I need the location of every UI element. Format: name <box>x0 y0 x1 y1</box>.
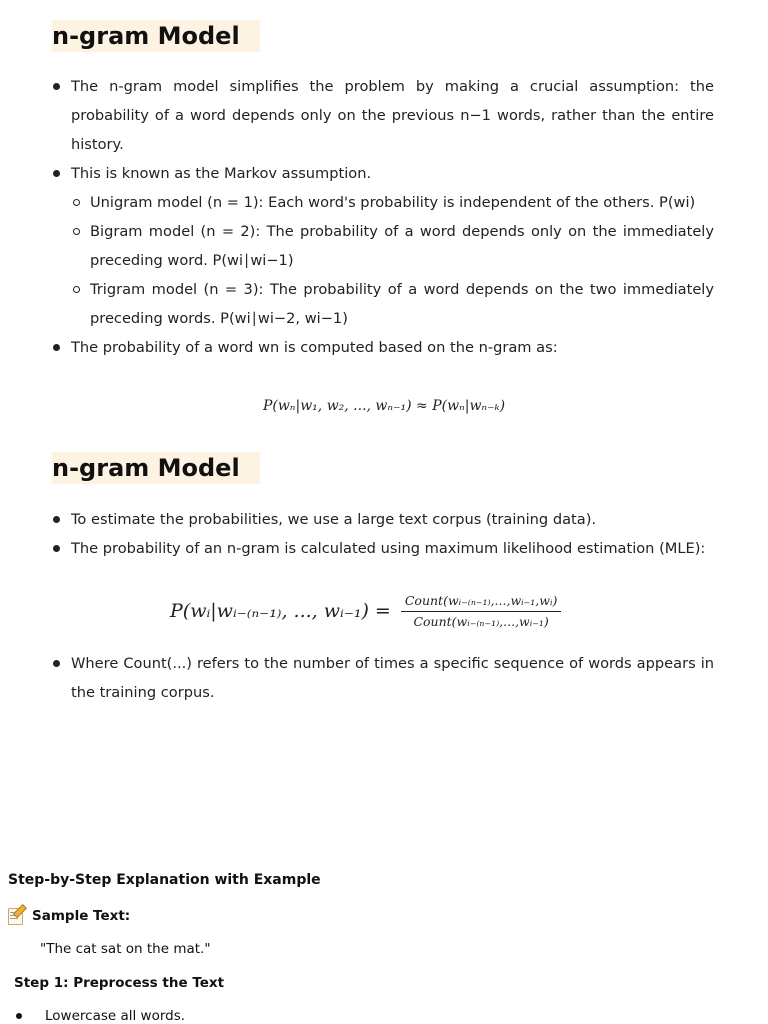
mle-formula-lhs: P(wᵢ|wᵢ₋₍ₙ₋₁₎, ..., wᵢ₋₁) = <box>170 600 391 622</box>
mle-formula-numerator: Count(wᵢ₋₍ₙ₋₁₎,...,wᵢ₋₁,wᵢ) <box>401 592 561 612</box>
section-1-heading: n-gram Model <box>52 20 260 52</box>
memo-icon <box>8 907 25 924</box>
bullet-item: Where Count(...) refers to the number of times a specific sequence of words appears in the training corpus. <box>52 649 714 707</box>
step-1-bullet-text: Lowercase all words. <box>45 1008 186 1024</box>
sub-bullet-item-bigram: Bigram model (n = 2): The probability of a word depends only on the immediately preceding word. P(wi∣wi−1) <box>71 217 714 275</box>
bullet-text: This is known as the Markov assumption. <box>71 165 372 182</box>
bullet-item: The n-gram model simplifies the problem by making a crucial assumption: the probability of a word depends only on the previous n−1 words, rather than the entire history. <box>52 72 714 159</box>
mle-formula-fraction <box>401 592 561 631</box>
bullet-item: The probability of a word wn is computed based on the n-gram as: <box>52 333 714 362</box>
bullet-item <box>52 159 714 333</box>
bullet-item: To estimate the probabilities, we use a large text corpus (training data). <box>52 505 714 534</box>
sub-bullet-list <box>71 188 714 333</box>
step-1-title: Step 1: Preprocess the Text <box>14 975 225 991</box>
sample-text-label: Sample Text: <box>32 907 131 924</box>
section-2-bullet-list <box>52 505 714 563</box>
step-1-bullet <box>16 1008 185 1024</box>
bullet-dot <box>16 1013 22 1019</box>
markov-formula: P(wₙ|w₁, w₂, ..., wₙ₋₁) ≈ P(wₙ|wₙ₋ₖ) <box>262 398 506 414</box>
section-1-bullet-list <box>52 72 714 362</box>
sub-bullet-item-unigram: Unigram model (n = 1): Each word's probability is independent of the others. P(wi) <box>71 188 714 217</box>
example-title: Step-by-Step Explanation with Example <box>8 872 321 888</box>
mle-formula <box>0 588 768 634</box>
section-2-heading: n-gram Model <box>52 452 260 484</box>
sample-text-label-row <box>8 907 130 924</box>
sample-text-quote: "The cat sat on the mat." <box>40 941 211 957</box>
bullet-item: The probability of an n-gram is calculated using maximum likelihood estimation (MLE): <box>52 534 714 563</box>
mle-formula-denominator: Count(wᵢ₋₍ₙ₋₁₎,...,wᵢ₋₁) <box>413 613 549 629</box>
section-2-after-list <box>52 649 714 707</box>
sub-bullet-item-trigram: Trigram model (n = 3): The probability of a word depends on the two immediately preceding words. P(wi∣wi−2, wi−1) <box>71 275 714 333</box>
